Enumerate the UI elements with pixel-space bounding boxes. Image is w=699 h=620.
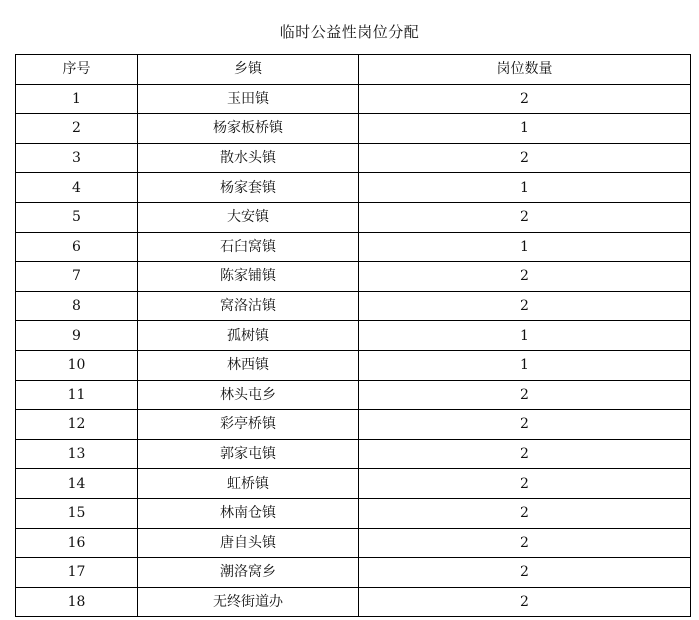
table-row xyxy=(16,114,691,144)
table-row xyxy=(16,202,691,232)
cell-seq: 6 xyxy=(16,232,138,262)
table-row xyxy=(16,143,691,173)
cell-count: 2 xyxy=(359,587,691,617)
cell-count: 2 xyxy=(359,202,691,232)
cell-town: 孤树镇 xyxy=(138,321,359,351)
cell-seq: 11 xyxy=(16,380,138,410)
cell-town: 无终街道办 xyxy=(138,587,359,617)
cell-count: 2 xyxy=(359,439,691,469)
cell-seq: 5 xyxy=(16,202,138,232)
cell-seq: 14 xyxy=(16,469,138,499)
table-row xyxy=(16,498,691,528)
cell-town: 林西镇 xyxy=(138,350,359,380)
header-town: 乡镇 xyxy=(138,55,359,85)
cell-town: 玉田镇 xyxy=(138,84,359,114)
cell-town: 唐自头镇 xyxy=(138,528,359,558)
header-row xyxy=(16,55,691,85)
cell-count: 1 xyxy=(359,173,691,203)
cell-count: 2 xyxy=(359,558,691,588)
cell-seq: 9 xyxy=(16,321,138,351)
cell-count: 2 xyxy=(359,380,691,410)
cell-town: 林南仓镇 xyxy=(138,498,359,528)
table-row xyxy=(16,84,691,114)
table-row xyxy=(16,528,691,558)
table-row xyxy=(16,173,691,203)
cell-town: 杨家套镇 xyxy=(138,173,359,203)
table-row xyxy=(16,439,691,469)
cell-town: 林头屯乡 xyxy=(138,380,359,410)
cell-count: 2 xyxy=(359,262,691,292)
cell-count: 1 xyxy=(359,232,691,262)
cell-town: 大安镇 xyxy=(138,202,359,232)
cell-count: 2 xyxy=(359,84,691,114)
cell-town: 杨家板桥镇 xyxy=(138,114,359,144)
cell-count: 2 xyxy=(359,291,691,321)
cell-town: 彩亭桥镇 xyxy=(138,410,359,440)
document-title: 临时公益性岗位分配 xyxy=(279,23,420,41)
table-row xyxy=(16,232,691,262)
cell-seq: 16 xyxy=(16,528,138,558)
cell-seq: 7 xyxy=(16,262,138,292)
cell-seq: 18 xyxy=(16,587,138,617)
cell-town: 散水头镇 xyxy=(138,143,359,173)
cell-seq: 15 xyxy=(16,498,138,528)
cell-town: 石臼窝镇 xyxy=(138,232,359,262)
cell-town: 窝洛沽镇 xyxy=(138,291,359,321)
cell-count: 2 xyxy=(359,143,691,173)
cell-count: 2 xyxy=(359,528,691,558)
cell-count: 1 xyxy=(359,321,691,351)
table-row xyxy=(16,350,691,380)
cell-count: 1 xyxy=(359,114,691,144)
table-row xyxy=(16,558,691,588)
cell-seq: 1 xyxy=(16,84,138,114)
cell-count: 2 xyxy=(359,410,691,440)
cell-seq: 4 xyxy=(16,173,138,203)
header-seq: 序号 xyxy=(16,55,138,85)
table-row xyxy=(16,410,691,440)
cell-seq: 12 xyxy=(16,410,138,440)
cell-seq: 8 xyxy=(16,291,138,321)
cell-town: 陈家铺镇 xyxy=(138,262,359,292)
cell-seq: 13 xyxy=(16,439,138,469)
cell-seq: 2 xyxy=(16,114,138,144)
table-row xyxy=(16,321,691,351)
cell-seq: 10 xyxy=(16,350,138,380)
cell-town: 虹桥镇 xyxy=(138,469,359,499)
table-row xyxy=(16,380,691,410)
allocation-table xyxy=(15,54,691,617)
cell-count: 1 xyxy=(359,350,691,380)
cell-seq: 3 xyxy=(16,143,138,173)
cell-count: 2 xyxy=(359,498,691,528)
table-row xyxy=(16,262,691,292)
header-count: 岗位数量 xyxy=(359,55,691,85)
cell-seq: 17 xyxy=(16,558,138,588)
cell-town: 郭家屯镇 xyxy=(138,439,359,469)
table-row xyxy=(16,469,691,499)
cell-town: 潮洛窝乡 xyxy=(138,558,359,588)
table-row xyxy=(16,587,691,617)
cell-count: 2 xyxy=(359,469,691,499)
table-row xyxy=(16,291,691,321)
table-body xyxy=(16,84,691,617)
